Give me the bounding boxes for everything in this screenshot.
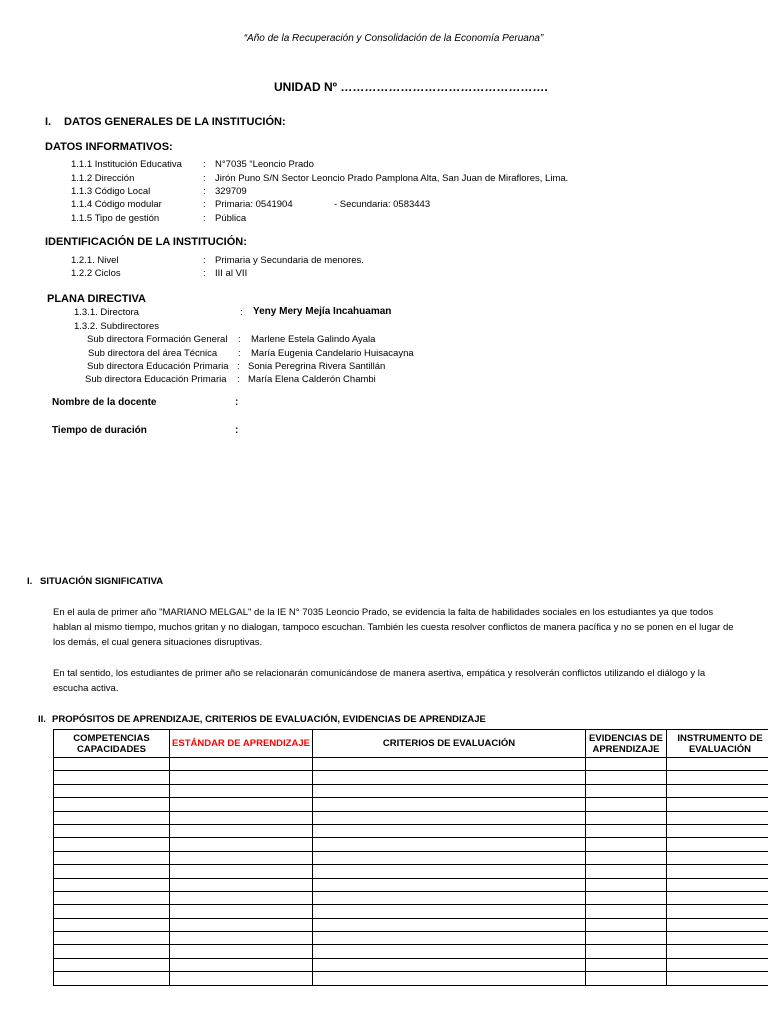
table-row — [54, 798, 768, 811]
ident-label: 1.2.2 Ciclos — [71, 268, 121, 279]
docente-label: Nombre de la docente — [52, 397, 157, 408]
table-cell[interactable] — [667, 918, 768, 931]
table-cell[interactable] — [667, 811, 768, 824]
table-cell[interactable] — [667, 824, 768, 837]
table-row — [54, 838, 768, 851]
table-cell[interactable] — [54, 958, 170, 971]
table-cell[interactable] — [313, 878, 586, 891]
table-cell[interactable] — [667, 838, 768, 851]
table-cell[interactable] — [313, 798, 586, 811]
table-cell[interactable] — [586, 918, 667, 931]
datos-value: Jirón Puno S/N Sector Leoncio Prado Pamplona Alta, San Juan de Miraflores, Lima. — [215, 173, 569, 184]
table-cell[interactable] — [313, 824, 586, 837]
table-row — [54, 784, 768, 797]
datos-value: Pública — [215, 213, 247, 224]
table-cell[interactable] — [170, 891, 313, 904]
subdirectores-label: 1.3.2. Subdirectores — [74, 321, 160, 332]
table-cell[interactable] — [54, 945, 170, 958]
table-cell[interactable] — [313, 758, 586, 771]
subdirector-name: Marlene Estela Galindo Ayala — [251, 334, 376, 345]
table-cell[interactable] — [54, 851, 170, 864]
table-cell[interactable] — [667, 851, 768, 864]
table-cell[interactable] — [667, 945, 768, 958]
ident-value: Primaria y Secundaria de menores. — [215, 255, 364, 266]
column-header-instrumento: INSTRUMENTO DE EVALUACIÓN — [667, 730, 768, 758]
datos-label: 1.1.2 Dirección — [71, 173, 135, 184]
table-body — [54, 758, 768, 986]
table-cell[interactable] — [170, 771, 313, 784]
table-row — [54, 771, 768, 784]
table-cell[interactable] — [170, 851, 313, 864]
table-row — [54, 811, 768, 824]
table-row — [54, 758, 768, 771]
table-cell[interactable] — [586, 945, 667, 958]
table-cell[interactable] — [667, 972, 768, 985]
subdirector-name: Sonia Peregrina Rivera Santillán — [248, 361, 386, 372]
situacion-heading: SITUACIÓN SIGNIFICATIVA — [40, 576, 164, 587]
subdirector-name: María Elena Calderón Chambi — [248, 374, 376, 385]
table-cell[interactable] — [586, 891, 667, 904]
tiempo-label: Tiempo de duración — [52, 425, 147, 436]
table-cell[interactable] — [586, 811, 667, 824]
table-cell[interactable] — [54, 758, 170, 771]
unit-title: UNIDAD Nº ……………………………………………. — [274, 80, 548, 94]
propositos-number: II. — [38, 714, 46, 725]
table-cell[interactable] — [313, 771, 586, 784]
table-cell[interactable] — [170, 972, 313, 985]
subdirector-label: Sub directora Educación Primaria — [87, 361, 229, 372]
directora-name: Yeny Mery Mejía Incahuaman — [253, 306, 392, 317]
subdirector-sep: : — [237, 361, 240, 372]
ident-title: IDENTIFICACIÓN DE LA INSTITUCIÓN: — [45, 236, 247, 248]
table-cell[interactable] — [54, 891, 170, 904]
table-cell[interactable] — [313, 905, 586, 918]
datos-value: N°7035 “Leoncio Prado — [215, 159, 314, 170]
table-cell[interactable] — [313, 972, 586, 985]
datos-value: Primaria: 0541904 — [215, 199, 293, 210]
table-row — [54, 958, 768, 971]
table-cell[interactable] — [313, 945, 586, 958]
table-cell[interactable] — [170, 958, 313, 971]
table-cell[interactable] — [586, 865, 667, 878]
docente-sep: : — [235, 397, 239, 408]
table-cell[interactable] — [54, 784, 170, 797]
table-cell[interactable] — [667, 932, 768, 945]
table-cell[interactable] — [667, 798, 768, 811]
table-cell[interactable] — [313, 891, 586, 904]
table-cell[interactable] — [313, 784, 586, 797]
table-cell[interactable] — [170, 905, 313, 918]
table-cell[interactable] — [313, 851, 586, 864]
table-cell[interactable] — [667, 958, 768, 971]
subdirector-name: María Eugenia Candelario Huisacayna — [251, 348, 414, 359]
ident-sep: : — [203, 255, 206, 266]
table-row — [54, 905, 768, 918]
table-cell[interactable] — [667, 758, 768, 771]
table-cell[interactable] — [313, 811, 586, 824]
table-cell[interactable] — [313, 958, 586, 971]
table-cell[interactable] — [54, 905, 170, 918]
table-cell[interactable] — [586, 784, 667, 797]
table-cell[interactable] — [586, 851, 667, 864]
table-cell[interactable] — [313, 838, 586, 851]
table-cell[interactable] — [586, 838, 667, 851]
table-cell[interactable] — [54, 798, 170, 811]
situacion-paragraph-1: En el aula de primer año "MARIANO MELGAL" de la IE N° 7035 Leoncio Prado, se evidencia la falta de habilidades sociales en los estudiantes ya que todos hablan al mismo tiempo, muchos gritan y no dialogan, tampoco escuchan. También les cuesta resolver conflictos de manera pacífica y no se ponen en el lugar de los demás, el cual genera situaciones disruptivas. — [53, 607, 734, 648]
datos-sep: : — [203, 159, 206, 170]
section-heading: DATOS GENERALES DE LA INSTITUCIÓN: — [64, 116, 286, 128]
column-header-estandar: ESTÁNDAR DE APRENDIZAJE — [170, 730, 313, 758]
datos-sep: : — [203, 199, 206, 210]
table-cell[interactable] — [54, 918, 170, 931]
table-cell[interactable] — [586, 798, 667, 811]
subdirector-label: Sub directora Formación General — [87, 334, 228, 345]
datos-label: 1.1.4 Código modular — [71, 199, 162, 210]
table-cell[interactable] — [586, 824, 667, 837]
table-cell[interactable] — [667, 891, 768, 904]
table-cell[interactable] — [667, 865, 768, 878]
table-cell[interactable] — [170, 932, 313, 945]
datos-value: 329709 — [215, 186, 247, 197]
situacion-number: I. — [27, 576, 33, 587]
table-cell[interactable] — [586, 905, 667, 918]
table-row — [54, 824, 768, 837]
table-cell[interactable] — [170, 798, 313, 811]
subdirector-label: Sub directora Educación Primaria — [85, 374, 227, 385]
column-header-competencias: COMPETENCIAS CAPACIDADES — [54, 730, 170, 758]
table-row — [54, 891, 768, 904]
table-row — [54, 918, 768, 931]
table-cell[interactable] — [586, 758, 667, 771]
table-cell[interactable] — [667, 878, 768, 891]
datos-title: DATOS INFORMATIVOS: — [45, 141, 173, 153]
table-cell[interactable] — [54, 932, 170, 945]
table-row — [54, 851, 768, 864]
datos-sep: : — [203, 173, 206, 184]
directora-label: 1.3.1. Directora — [74, 307, 139, 318]
subdirector-label: Sub directora del área Técnica — [88, 348, 218, 359]
propositos-table — [53, 729, 768, 986]
situacion-paragraph-2: En tal sentido, los estudiantes de primer año se relacionarán comunicándose de manera asertiva, empática y resolverán conflictos utilizando el diálogo y la escucha activa. — [53, 668, 706, 694]
table-cell[interactable] — [54, 824, 170, 837]
datos-label: 1.1.1 Institución Educativa — [71, 159, 182, 170]
table-row — [54, 972, 768, 985]
column-header-evidencias: EVIDENCIAS DE APRENDIZAJE — [586, 730, 667, 758]
table-cell[interactable] — [586, 972, 667, 985]
table-cell[interactable] — [313, 865, 586, 878]
table-row — [54, 865, 768, 878]
table-cell[interactable] — [586, 932, 667, 945]
subdirector-sep: : — [238, 348, 241, 359]
header-motto: “Año de la Recuperación y Consolidación de la Economía Peruana” — [243, 33, 544, 44]
table-header-row — [54, 730, 768, 758]
table-cell[interactable] — [667, 784, 768, 797]
plana-title: PLANA DIRECTIVA — [47, 293, 146, 305]
table-cell[interactable] — [170, 838, 313, 851]
table-cell[interactable] — [170, 811, 313, 824]
ident-value: III al VII — [215, 268, 248, 279]
propositos-heading: PROPÓSITOS DE APRENDIZAJE, CRITERIOS DE EVALUACIÓN, EVIDENCIAS DE APRENDIZAJE — [52, 714, 486, 725]
table-cell[interactable] — [170, 945, 313, 958]
datos-sep: : — [203, 186, 206, 197]
table-cell[interactable] — [313, 932, 586, 945]
datos-label: 1.1.3 Código Local — [71, 186, 151, 197]
subdirector-sep: : — [237, 374, 240, 385]
table-cell[interactable] — [170, 865, 313, 878]
table-cell[interactable] — [170, 784, 313, 797]
table-cell[interactable] — [54, 972, 170, 985]
directora-sep: : — [240, 307, 243, 318]
table-cell[interactable] — [170, 918, 313, 931]
subdirector-sep: : — [238, 334, 241, 345]
table-cell[interactable] — [54, 838, 170, 851]
table-row — [54, 945, 768, 958]
table-cell[interactable] — [586, 878, 667, 891]
column-header-criterios: CRITERIOS DE EVALUACIÓN — [313, 730, 586, 758]
table-cell[interactable] — [313, 918, 586, 931]
table-cell[interactable] — [54, 771, 170, 784]
ident-label: 1.2.1. Nivel — [71, 255, 119, 266]
table-cell[interactable] — [586, 771, 667, 784]
table-row — [54, 932, 768, 945]
table-cell[interactable] — [667, 771, 768, 784]
table-cell[interactable] — [170, 824, 313, 837]
datos-label: 1.1.5 Tipo de gestión — [71, 213, 160, 224]
table-cell[interactable] — [586, 958, 667, 971]
table-cell[interactable] — [54, 811, 170, 824]
ident-sep: : — [203, 268, 206, 279]
table-row — [54, 878, 768, 891]
table-cell[interactable] — [667, 905, 768, 918]
table-cell[interactable] — [170, 758, 313, 771]
table-cell[interactable] — [54, 865, 170, 878]
tiempo-sep: : — [235, 425, 239, 436]
section-number: I. — [45, 116, 52, 128]
datos-sep: : — [203, 213, 206, 224]
datos-value-secundaria: - Secundaria: 0583443 — [334, 199, 431, 210]
table-cell[interactable] — [54, 878, 170, 891]
table-cell[interactable] — [170, 878, 313, 891]
